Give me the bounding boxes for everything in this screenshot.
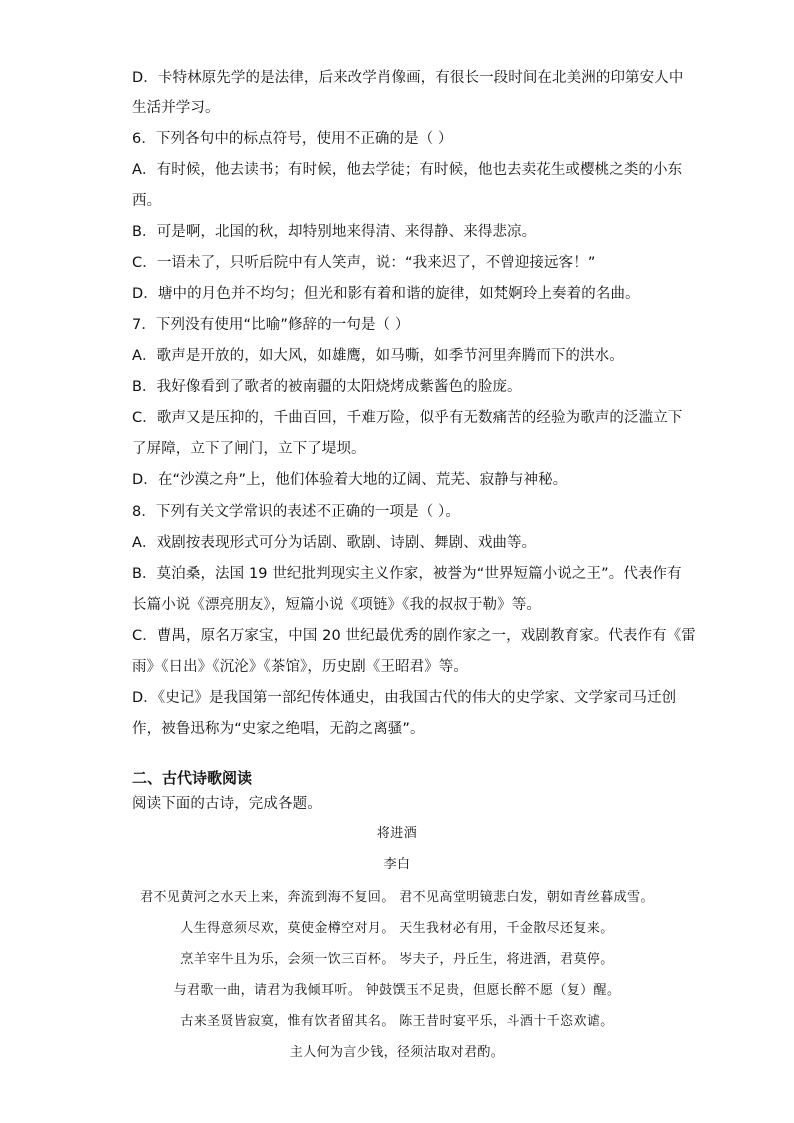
section-heading: 二、古代诗歌阅读	[132, 769, 253, 787]
option-6d: D．塘中的月色并不均匀；但光和影有着和谐的旋律，如梵婀玲上奏着的名曲。	[132, 286, 640, 302]
option-8c-line2: 雨》《日出》《沉沦》《茶馆》，历史剧《王昭君》等。	[132, 659, 468, 675]
question-8: 8．下列有关文学常识的表述不正确的一项是（ ）。	[132, 504, 460, 520]
option-7c-line2: 了屏障，立下了闸门，立下了堤坝。	[132, 441, 366, 457]
poem-author: 李白	[383, 857, 411, 872]
poem-line: 与君歌一曲，请君为我倾耳听。 钟鼓馔玉不足贵，但愿长醉不愿（复）醒。	[173, 983, 621, 998]
poem-line: 主人何为言少钱，径须沽取对君酌。	[289, 1045, 505, 1060]
poem-line: 古来圣贤皆寂寞，惟有饮者留其名。 陈王昔时宴平乐，斗酒十千恣欢谑。	[180, 1014, 614, 1029]
option-8c-line1: C．曹禺，原名万家宝，中国 20 世纪最优秀的剧作家之一，戏剧教育家。代表作有《雷	[132, 628, 696, 644]
poem-line: 人生得意须尽欢，莫使金樽空对月。 天生我材必有用，千金散尽还复来。	[180, 921, 614, 936]
poem-line: 君不见黄河之水天上来，奔流到海不复回。 君不见高堂明镜悲白发，朝如青丝暮成雪。	[140, 890, 654, 905]
option-8a: A．戏剧按表现形式可分为话剧、歌剧、诗剧、舞剧、戏曲等。	[132, 535, 537, 551]
question-7: 7．下列没有使用“比喻”修辞的一句是（ ）	[132, 317, 410, 333]
reading-instruction: 阅读下面的古诗，完成各题。	[132, 796, 322, 812]
poem-title: 将进酒	[376, 826, 418, 841]
option-6b: B．可是啊，北国的秋，却特别地来得清、来得静、来得悲凉。	[132, 224, 537, 240]
option-8d-line1: D．《史记》是我国第一部纪传体通史，由我国古代的伟大的史学家、文学家司马迁创	[132, 690, 677, 706]
option-6a-line1: A．有时候，他去读书；有时候，他去学徒；有时候，他也去卖花生或樱桃之类的小东	[132, 162, 683, 178]
option-6a-line2: 西。	[132, 193, 162, 209]
poem-line: 烹羊宰牛且为乐，会须一饮三百杯。 岑夫子，丹丘生，将进酒，君莫停。	[180, 952, 614, 967]
option-7a: A．歌声是开放的，如大风，如雄鹰，如马嘶，如季节河里奔腾而下的洪水。	[132, 348, 624, 364]
option-5d-line1: D．卡特林原先学的是法律，后来改学肖像画，有很长一段时间在北美洲的印第安人中	[132, 70, 684, 86]
option-6c: C．一语未了，只听后院中有人笑声，说：“我来迟了，不曾迎接远客！”	[132, 255, 596, 271]
option-7c-line1: C．歌声又是压抑的，千曲百回，千难万险，似乎有无数痛苦的经验为歌声的泛滥立下	[132, 410, 683, 426]
question-6: 6．下列各句中的标点符号，使用不正确的是（ ）	[132, 131, 453, 147]
option-8b-line2: 长篇小说《漂亮朋友》，短篇小说《项链》《我的叔叔于勒》等。	[132, 597, 541, 613]
option-5d-line2: 生活并学习。	[132, 100, 220, 116]
option-7d: D．在“沙漠之舟”上，他们体验着大地的辽阔、荒芜、寂静与神秘。	[132, 472, 568, 488]
option-8d-line2: 作，被鲁迅称为“史家之绝唱，无韵之离骚”。	[132, 721, 425, 737]
option-8b-line1: B．莫泊桑，法国 19 世纪批判现实主义作家，被誉为“世界短篇小说之王”。代表作有	[132, 566, 682, 582]
option-7b: B．我好像看到了歌者的被南疆的太阳烧烤成紫酱色的脸庞。	[132, 379, 522, 395]
